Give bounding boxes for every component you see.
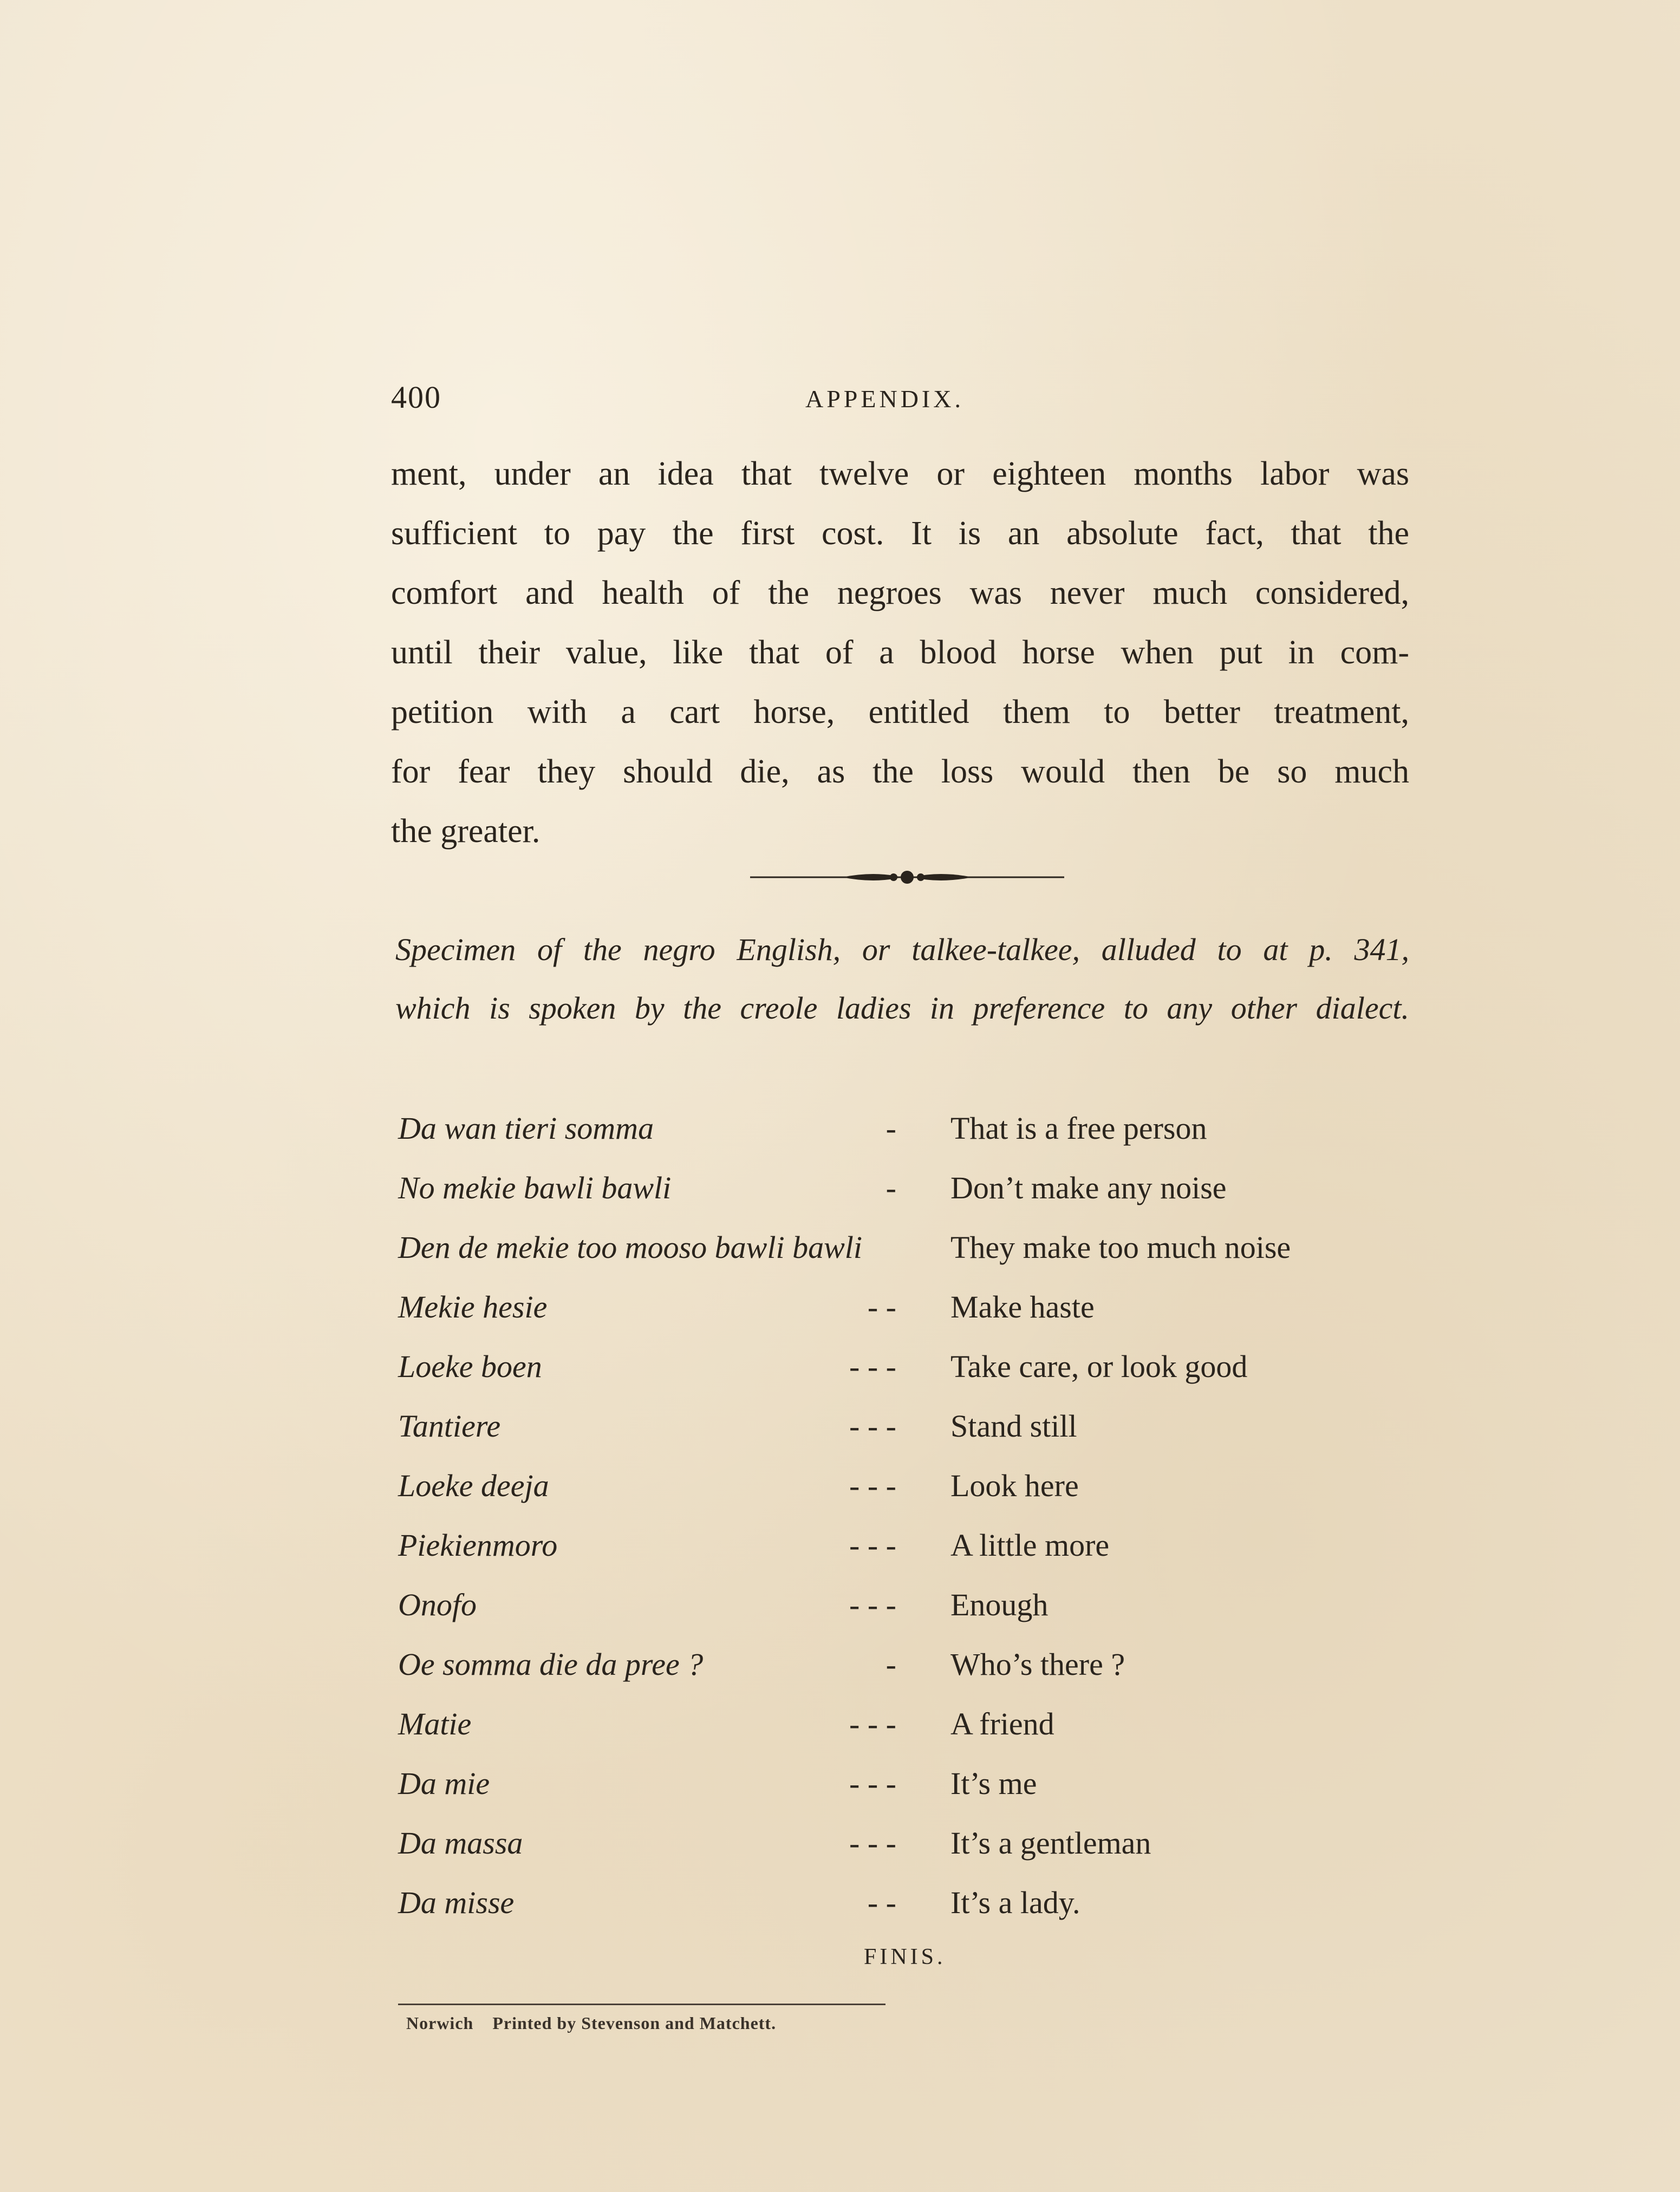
- creole-phrase: Da mie: [398, 1766, 490, 1801]
- english-translation: Make haste: [950, 1289, 1095, 1325]
- leader-dashes: - - -: [849, 1468, 896, 1503]
- body-line: sufficient to pay the first cost. It is an absolute fact, that the: [391, 515, 1409, 552]
- phrase-row: [398, 1099, 1416, 1159]
- phrase-row: [398, 1635, 1416, 1695]
- leader-dashes: - - -: [849, 1349, 896, 1384]
- finis-label: FINIS.: [864, 1945, 946, 1969]
- english-translation: Look here: [950, 1468, 1079, 1503]
- leader-dashes: -: [885, 1170, 896, 1205]
- english-translation: A friend: [950, 1706, 1054, 1741]
- creole-phrase: Da massa: [398, 1825, 523, 1861]
- creole-phrase: Tantiere: [398, 1408, 501, 1444]
- body-line: until their value, like that of a blood horse when put in com-: [391, 634, 1409, 671]
- body-line: the greater.: [391, 813, 541, 850]
- leader-dashes: - -: [867, 1289, 896, 1325]
- leader-dashes: -: [885, 1111, 896, 1146]
- leader-dashes: -: [885, 1647, 896, 1682]
- printer-imprint: [406, 2013, 776, 2033]
- english-translation: Enough: [950, 1587, 1049, 1622]
- phrase-row: [398, 1576, 1416, 1635]
- creole-phrase: Da misse: [398, 1885, 515, 1920]
- footer-rule: [398, 2004, 885, 2005]
- english-translation: It’s a gentleman: [950, 1825, 1151, 1861]
- english-translation: A little more: [950, 1528, 1110, 1563]
- phrase-row: [398, 1754, 1416, 1814]
- imprint-place: Norwich: [406, 2013, 474, 2033]
- phrase-row: [398, 1874, 1416, 1933]
- leader-dashes: - -: [867, 1885, 896, 1920]
- creole-phrase: Den de mekie too mooso bawli bawli: [398, 1230, 863, 1265]
- creole-phrase: Loeke deeja: [398, 1468, 549, 1503]
- english-translation: Don’t make any noise: [950, 1170, 1227, 1205]
- intro-line: Specimen of the negro English, or talkee-talkee, alluded to at p. 341,: [395, 932, 1409, 967]
- phrase-list: [398, 1099, 1416, 1933]
- english-translation: They make too much noise: [950, 1230, 1291, 1265]
- leader-dashes: - - -: [849, 1766, 896, 1801]
- creole-phrase: No mekie bawli bawli: [398, 1170, 672, 1205]
- page-number: 400: [391, 380, 441, 415]
- creole-phrase: Onofo: [398, 1587, 477, 1622]
- leader-dashes: - - -: [849, 1825, 896, 1861]
- phrase-row: [398, 1218, 1416, 1278]
- running-title: APPENDIX.: [805, 385, 964, 413]
- intro-line: which is spoken by the creole ladies in preference to any other dialect.: [395, 990, 1409, 1026]
- phrase-row: [398, 1338, 1416, 1397]
- body-line: for fear they should die, as the loss would then be so much: [391, 753, 1409, 790]
- body-line: ment, under an idea that twelve or eighteen months labor was: [391, 455, 1409, 492]
- english-translation: Stand still: [950, 1408, 1077, 1444]
- phrase-row: [398, 1457, 1416, 1516]
- english-translation: It’s me: [950, 1766, 1037, 1801]
- leader-dashes: - - -: [849, 1587, 896, 1622]
- english-translation: It’s a lady.: [950, 1885, 1080, 1920]
- phrase-row: [398, 1695, 1416, 1754]
- running-head: [391, 379, 1409, 422]
- phrase-row: [398, 1814, 1416, 1874]
- creole-phrase: Mekie hesie: [398, 1289, 548, 1325]
- ornamental-rule: [750, 866, 1064, 888]
- phrase-row: [398, 1278, 1416, 1338]
- body-paragraph: [391, 444, 1409, 861]
- phrase-row: [398, 1516, 1416, 1576]
- leader-dashes: - - -: [849, 1528, 896, 1563]
- imprint-printer: Printed by Stevenson and Matchett.: [492, 2013, 777, 2033]
- english-translation: Take care, or look good: [950, 1349, 1248, 1384]
- leader-dashes: - - -: [849, 1408, 896, 1444]
- english-translation: That is a free person: [950, 1111, 1207, 1146]
- body-line: petition with a cart horse, entitled them to better treatment,: [391, 694, 1409, 730]
- english-translation: Who’s there ?: [950, 1647, 1125, 1682]
- phrase-row: [398, 1397, 1416, 1457]
- creole-phrase: Piekienmoro: [398, 1528, 558, 1563]
- creole-phrase: Matie: [398, 1706, 472, 1741]
- phrase-row: [398, 1159, 1416, 1218]
- body-line: comfort and health of the negroes was never much considered,: [391, 575, 1409, 611]
- creole-phrase: Da wan tieri somma: [398, 1111, 654, 1146]
- leader-dashes: - - -: [849, 1706, 896, 1741]
- creole-phrase: Loeke boen: [398, 1349, 542, 1384]
- creole-phrase: Oe somma die da pree ?: [398, 1647, 704, 1682]
- specimen-intro: [395, 921, 1409, 1038]
